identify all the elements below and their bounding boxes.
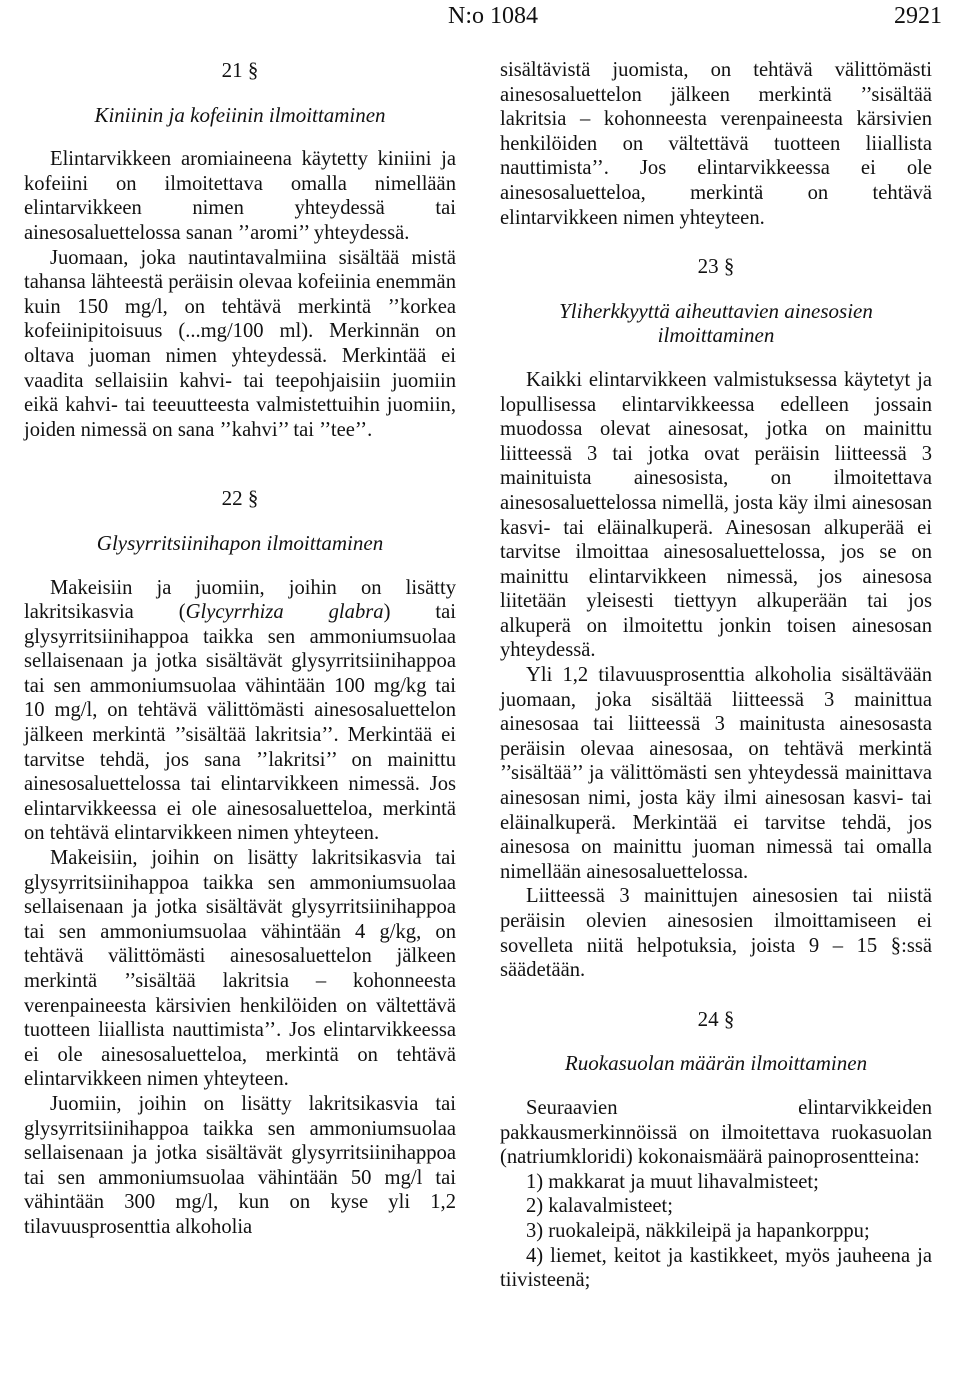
section-21-paragraph-1: Elintarvikkeen aromiaineena käytetty kiniini ja kofeiini on ilmoitettava omalla nimellään elintarvikkeen nimen yhteydessä tai ainesosaluettelossa sanan ’’aromi’’ yhteydessä.	[24, 148, 456, 244]
section-22-p1-end: ) tai glysyrritsiinihappoa taikka sen ammoniumsuolaa sellaisenaan ja jotka sisältävät glysyrritsiinihappoa tai sen ammoniumsuolaa vähintään 100 mg/kg tai 10 mg/l, on tehtävä välittömästi ainesosaluettelon jälkeen merkintä ’’sisältää lakritsia’’. Merkintää ei tarvitse tehdä, jos sana ’’lakritsi’’ on mainittu ainesosaluettelossa tai elintarvikkeen nimessä. Jos elintarvikkeessa ei ole ainesosaluetteloa, merkintä on tehtävä elintarvikkeen nimen yhteyteen.	[24, 601, 457, 845]
section-22-paragraph-2: Makeisiin, joihin on lisätty lakritsikasvia tai glysyrritsiinihappoa taikka sen ammoniumsuolaa sellaisenaan ja jotka sisältävät glysyrritsiinihappoa tai sen ammoniumsuolaa vähintään 4 g/kg, on tehtävä välittömästi ainesosaluettelon jälkeen merkintä ’’sisältää lakritsia – kohonneesta verenpaineesta kärsivien henkilöiden on vältettävä tuotteen liiallista nauttimista’’. Jos elintarvikkeessa ei ole ainesosaluetteloa, merkintä on tehtävä elintarvikkeen nimen yhteyteen.	[24, 847, 456, 1091]
section-22-paragraph-3: Juomiin, joihin on lisätty lakritsikasvia tai glysyrritsiinihappoa taikka sen ammoniumsuolaa sellaisenaan ja jotka sisältävät glysyrritsiinihappoa tai sen ammoniumsuolaa vähintään 50 mg/l tai vähintään 300 mg/l, kun on kyse yli 1,2 tilavuusprosenttia alkoholia	[24, 1092, 456, 1238]
right-column	[500, 58, 932, 1293]
section-24-number: 24 §	[697, 1006, 735, 1031]
left-column	[24, 58, 456, 1240]
section-24-paragraph-1: Seuraavien elintarvikkeiden pakkausmerkinnöissä on ilmoitettava ruokasuolan (natriumkloridi) kokonaismäärä painoprosentteina:	[500, 1096, 932, 1169]
list-item: 3) ruokaleipä, näkkileipä ja hapankorppu;	[526, 1219, 870, 1242]
section-22-paragraph-1	[24, 576, 456, 847]
section-23-title-line-1: Yliherkkyyttä aiheuttavien ainesosien	[559, 298, 873, 323]
section-22-number: 22 §	[221, 486, 259, 511]
list-item: 4) liemet, keitot ja kastikkeet, myös jauheena ja tiivisteenä;	[500, 1244, 932, 1292]
section-23-paragraph-3: Liitteessä 3 mainittujen ainesosien tai niistä peräisin olevien ainesosien ilmoittamiseen ei sovelleta niitä helpotuksia, joista 9 – 15 §:ssä säädetään.	[500, 885, 932, 982]
section-22-p1-latin: Glycyrrhiza glabra	[185, 601, 384, 624]
section-21-number: 21 §	[221, 58, 259, 82]
statute-number: N:o 1084	[448, 3, 538, 29]
section-23-paragraph-1: Kaikki elintarvikkeen valmistuksessa käytetyt ja lopullisessa elintarvikkeessa edelleen jossain muodossa olevat ainesosat, jotka on mainittu liitteessä 3 tai jotka ovat peräisin liitteessä 3 mainituista ainesosista, on ilmoitettava ainesosaluettelossa nimellä, josta käy ilmi ainesosan kasvi- tai eläinalkuperä. Ainesosan alkuperää ei tarvitse ilmoittaa ainesosaluettelossa, jos se on mainittu elintarvikkeen nimessä, jos ainesosa liitetään yleisesti tiettyyn alkuperään tai jos alkuperä on ilmoitettu jonkin toisen ainesosan yhteydessä.	[500, 368, 932, 662]
page-number: 2921	[894, 3, 942, 29]
section-21-title: Kiniinin ja kofeiinin ilmoittaminen	[94, 102, 386, 127]
section-23-title-line-2: ilmoittaminen	[657, 323, 775, 348]
page-header	[0, 2, 960, 30]
section-22-p1-start: Makeisiin ja juomiin, joihin on lisätty lakritsikasvia (	[24, 576, 456, 624]
section-23-number: 23 §	[697, 254, 735, 279]
section-21-paragraph-2: Juomaan, joka nautintavalmiina sisältää mistä tahansa lähteestä peräisin olevaa kofeiinia enemmän kuin 150 mg/l, on tehtävä merkintä ’’korkea kofeiinipitoisuus (...mg/100 ml). Merkinnän on oltava juoman nimen yhteydessä. Merkintää ei vaadita sellaisiin kahvi- tai teepohjaisiin juomiin eikä kahvi- tai teeuutteesta valmistettuihin juomiin, joiden nimessä on sana ’’kahvi’’ tai ’’tee’’.	[24, 246, 456, 441]
section-24-list	[500, 1170, 932, 1293]
section-22-paragraph-3-continued: sisältävistä juomista, on tehtävä välittömästi ainesosaluettelon jälkeen merkintä ’’sisältää lakritsia – kohonneesta verenpaineesta kärsivien henkilöiden on vältettävä tuotteen liiallista nauttimista’’. Jos elintarvikkeessa ei ole ainesosaluetteloa, merkintä on tehtävä elintarvikkeen nimen yhteyteen.	[500, 59, 932, 229]
list-item: 2) kalavalmisteet;	[526, 1195, 673, 1218]
section-22-title: Glysyrritsiinihapon ilmoittaminen	[96, 530, 384, 555]
section-24-title: Ruokasuolan määrän ilmoittaminen	[564, 1051, 868, 1076]
list-item: 1) makkarat ja muut lihavalmisteet;	[526, 1170, 819, 1193]
section-23-paragraph-2: Yli 1,2 tilavuusprosenttia alkoholia sisältävään juomaan, joka sisältää liitteessä 3 mainittua ainesosaa tai liitteessä 3 mainitusta ainesosasta peräisin olevaa ainesosaa, on tehtävä merkintä ’’sisältää’’ ja välittömästi sen yhteydessä mainittava ainesosan nimi, josta käy ilmi ainesosan kasvi- tai eläinalkuperä. Merkintää ei tarvitse tehdä, jos ainesosa on mainittu juoman nimessä tai omalla nimellään ainesosaluettelossa.	[500, 664, 932, 883]
